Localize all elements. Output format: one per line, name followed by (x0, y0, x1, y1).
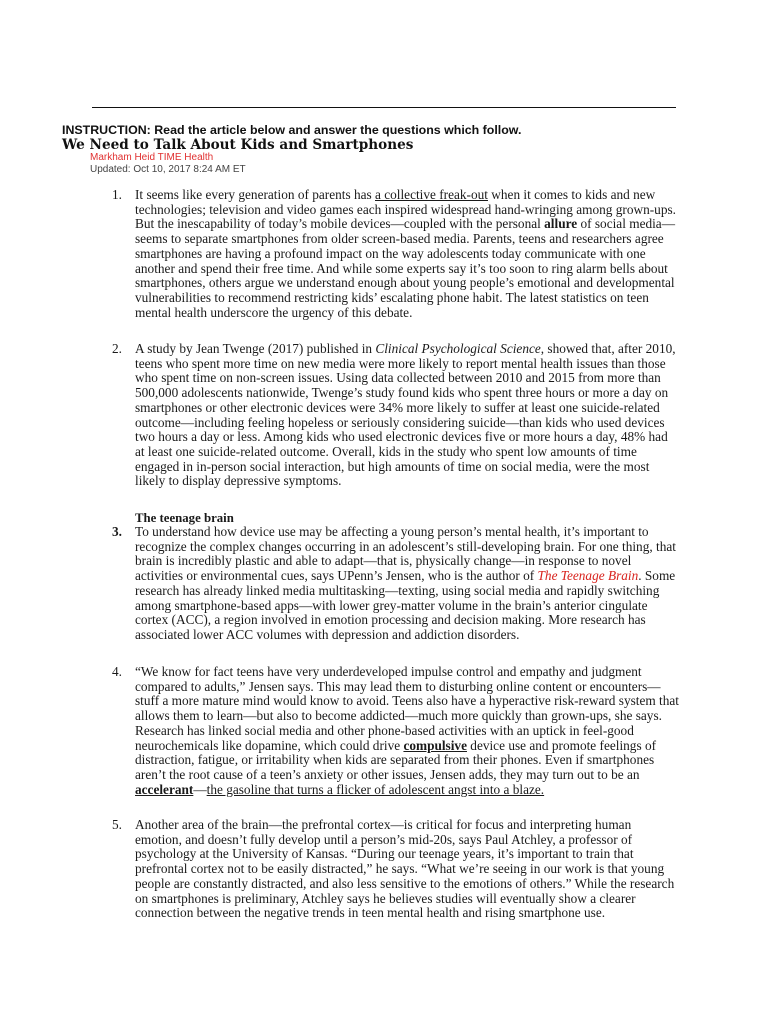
item-number: 3. (112, 524, 122, 539)
author-byline[interactable]: Markham Heid TIME Health (90, 152, 214, 163)
section-heading: The teenage brain (135, 511, 234, 525)
item-number: 2. (112, 341, 122, 356)
compulsive-term: compulsive (403, 737, 467, 753)
paragraph-1: 1. It seems like every generation of parents has a collective freak-out when it comes to kids and new technologies; television and video games each inspired widespread hand-wringing among grown-ups. But the inescapability of today’s mobile devices—coupled with the personal allure of social media—seems to separate smartphones from older screen-based media. Parents, teens and researchers agree smartphones are having a profound impact on the way adolescents today communicate with one another and spend their free time. And while some experts say it’s too soon to ring alarm bells about smartphones, others argue we understand enough about young people’s emotional and developmental vulnerabilities to recommend restricting kids’ escalating phone habit. The latest statistics on teen mental health underscore the urgency of this debate. (112, 187, 676, 320)
horizontal-rule (92, 107, 676, 108)
gasoline-link[interactable]: the gasoline that turns a flicker of adolescent angst into a blaze. (206, 781, 545, 797)
collective-freak-out-link[interactable]: a collective freak-out (375, 187, 488, 202)
paragraph-4: 4. “We know for fact teens have very underdeveloped impulse control and empathy and judgment compared to adults,” Jensen says. This may lead them to disturbing online content or encounters—stuff a more mature mind would know to avoid. Teens also have a hyperactive risk-reward system that allows them to learn—but also to become addicted—much more quickly than grown-ups, she says. Research has linked social media and other phone-based activities with an uptick in feel-good neurochemicals like dopamine, which could drive compulsive device use and promote feelings of distraction, fatigue, or irritability when kids are separated from their phones. Even if smartphones aren’t the root cause of a teen’s anxiety or other issues, Jensen adds, they may turn out to be an accelerant—the gasoline that turns a flicker of adolescent angst into a blaze. (112, 664, 679, 797)
teenage-brain-link[interactable]: The Teenage Brain (537, 568, 639, 584)
paragraph-3: 3. To understand how device use may be affecting a young person’s mental health, it’s important to recognize the complex changes occurring in an adolescent’s still-developing brain. For one thing, that brain is incredibly plastic and able to adapt—that is, physically change—in response to novel activities or environmental cues, says UPenn’s Jensen, who is the author of The Teenage Brain. Some research has already linked media multitasking—texting, using social media and rapidly switching among smartphone-based apps—with lower grey-matter volume in the brain’s anterior cingulate cortex (ACC), a region involved in emotion processing and decision making. More research has associated lower ACC volumes with depression and addiction disorders. (112, 524, 676, 642)
allure-term: allure (544, 216, 578, 232)
paragraph-2: 2. A study by Jean Twenge (2017) published in Clinical Psychological Science, showed that, after 2010, teens who spent more time on new media were more likely to report mental health issues than those who spent time on non-screen issues. Using data collected between 2010 and 2015 from more than 500,000 adolescents nationwide, Twenge’s study found kids who spent three hours or more a day on smartphones or other electronic devices were 34% more likely to suffer at least one suicide-related outcome—including feeling hopeless or seriously considering suicide—than kids who used devices two hours a day or less. Among kids who used electronic devices five or more hours a day, 48% had at least one suicide-related outcome. Overall, kids in the study who spent low amounts of time engaged in in-person social interaction, but high amounts of time on social media, were the most likely to display depressive symptoms. (112, 341, 676, 489)
paragraph-5: 5. Another area of the brain—the prefrontal cortex—is critical for focus and interpreting human emotion, and doesn’t fully develop until a person’s mid-20s, says Paul Atchley, a professor of psychology at the University of Kansas. “During our teenage years, it’s important to train that prefrontal cortex not to be easily distracted,” he says. “What we’re seeing in our work is that young people are constantly distracted, and also less sensitive to the emotions of others.” While the research on smartphones is preliminary, Atchley says he believes studies will eventually show a clearer connection between the negative trends in teen mental health and rising smartphone use. (112, 817, 675, 921)
updated-timestamp: Updated: Oct 10, 2017 8:24 AM ET (90, 164, 246, 175)
accelerant-term: accelerant (135, 781, 194, 797)
article-title: We Need to Talk About Kids and Smartphones (62, 137, 414, 153)
item-number: 4. (112, 664, 122, 679)
journal-name: Clinical Psychological Science (375, 341, 541, 356)
instruction-text: INSTRUCTION: Read the article below and answer the questions which follow. (62, 123, 522, 137)
item-number: 5. (112, 817, 122, 832)
item-number: 1. (112, 187, 122, 202)
